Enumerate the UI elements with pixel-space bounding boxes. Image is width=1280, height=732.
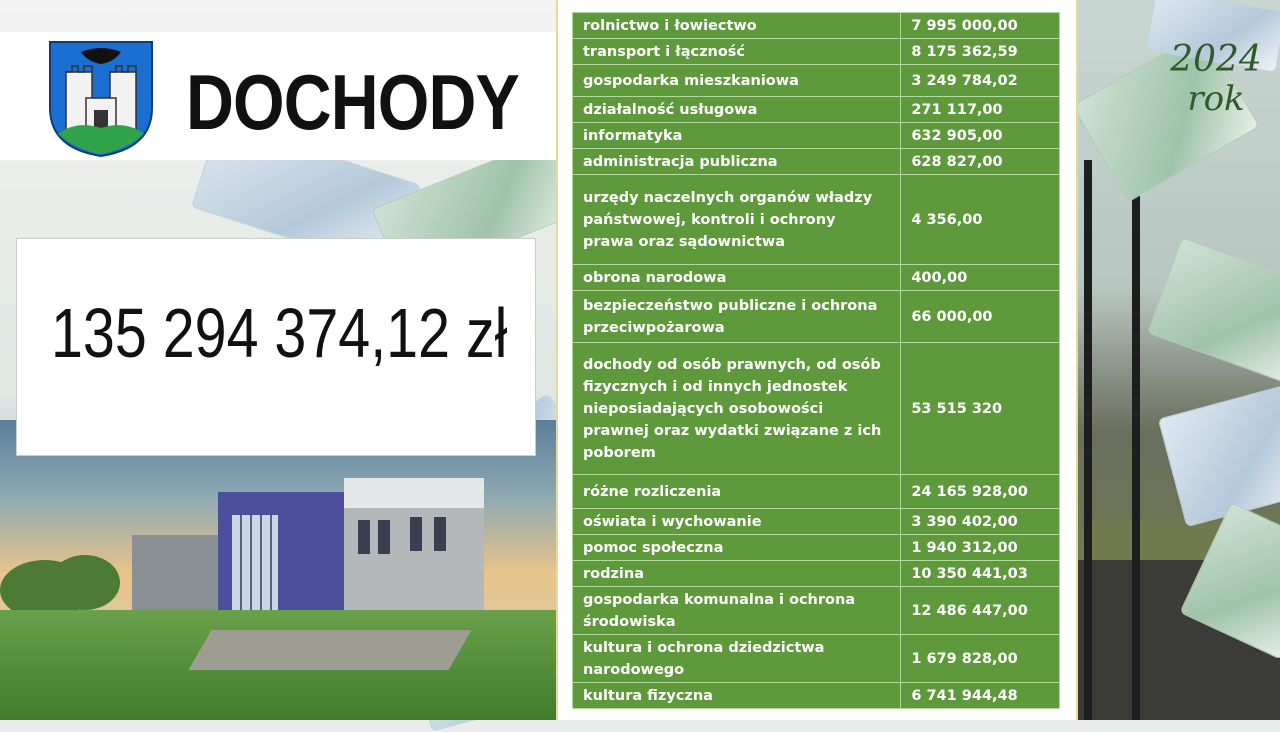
table-row bbox=[573, 65, 1060, 97]
table-row bbox=[573, 13, 1060, 39]
category-label: urzędy naczelnych organów władzy państwowej, kontroli i ochrony prawa oraz sądownictwa bbox=[573, 175, 901, 265]
total-amount: 135 294 374,12 zł bbox=[51, 294, 508, 372]
window-image bbox=[378, 520, 390, 554]
tree-image bbox=[50, 555, 120, 610]
category-label: bezpieczeństwo publiczne i ochrona przeciwpożarowa bbox=[573, 291, 901, 343]
building-wing-image bbox=[132, 535, 232, 615]
walkway-image bbox=[188, 630, 471, 670]
category-label: informatyka bbox=[573, 123, 901, 149]
category-label: kultura i ochrona dziedzictwa narodowego bbox=[573, 635, 901, 683]
amount-value: 1 940 312,00 bbox=[901, 535, 1060, 561]
table-row bbox=[573, 149, 1060, 175]
year-suffix: rok bbox=[1187, 79, 1245, 119]
income-table bbox=[572, 12, 1060, 709]
table-row bbox=[573, 175, 1060, 265]
table-row bbox=[573, 343, 1060, 475]
category-label: rodzina bbox=[573, 561, 901, 587]
table-row bbox=[573, 475, 1060, 509]
category-label: różne rozliczenia bbox=[573, 475, 901, 509]
amount-value: 7 995 000,00 bbox=[901, 13, 1060, 39]
table-row bbox=[573, 123, 1060, 149]
category-label: oświata i wychowanie bbox=[573, 509, 901, 535]
table-row bbox=[573, 561, 1060, 587]
table-row bbox=[573, 509, 1060, 535]
page-title: DOCHODY bbox=[186, 58, 519, 146]
window-image bbox=[410, 517, 422, 551]
amount-value: 8 175 362,59 bbox=[901, 39, 1060, 65]
table-row bbox=[573, 635, 1060, 683]
category-label: transport i łączność bbox=[573, 39, 901, 65]
income-table-panel bbox=[556, 0, 1078, 720]
window-image bbox=[358, 520, 370, 554]
category-label: dochody od osób prawnych, od osób fizycznych i od innych jednostek nieposiadających osobowości prawnej oraz wydatki związane z ich poborem bbox=[573, 343, 901, 475]
amount-value: 3 390 402,00 bbox=[901, 509, 1060, 535]
window-frame bbox=[1132, 160, 1140, 720]
year-number: 2024 bbox=[1170, 39, 1262, 80]
category-label: działalność usługowa bbox=[573, 97, 901, 123]
category-label: gospodarka komunalna i ochrona środowiska bbox=[573, 587, 901, 635]
building-glass-image bbox=[232, 515, 278, 615]
category-label: pomoc społeczna bbox=[573, 535, 901, 561]
category-label: administracja publiczna bbox=[573, 149, 901, 175]
table-row bbox=[573, 535, 1060, 561]
city-coat-of-arms-icon bbox=[46, 38, 156, 158]
category-label: kultura fizyczna bbox=[573, 683, 901, 709]
amount-value: 53 515 320 bbox=[901, 343, 1060, 475]
window-image bbox=[434, 517, 446, 551]
amount-value: 3 249 784,02 bbox=[901, 65, 1060, 97]
amount-value: 12 486 447,00 bbox=[901, 587, 1060, 635]
total-card bbox=[16, 238, 536, 456]
amount-value: 271 117,00 bbox=[901, 97, 1060, 123]
amount-value: 24 165 928,00 bbox=[901, 475, 1060, 509]
category-label: obrona narodowa bbox=[573, 265, 901, 291]
amount-value: 6 741 944,48 bbox=[901, 683, 1060, 709]
amount-value: 4 356,00 bbox=[901, 175, 1060, 265]
amount-value: 628 827,00 bbox=[901, 149, 1060, 175]
table-row bbox=[573, 97, 1060, 123]
amount-value: 1 679 828,00 bbox=[901, 635, 1060, 683]
category-label: gospodarka mieszkaniowa bbox=[573, 65, 901, 97]
table-row bbox=[573, 587, 1060, 635]
amount-value: 10 350 441,03 bbox=[901, 561, 1060, 587]
amount-value: 632 905,00 bbox=[901, 123, 1060, 149]
window-frame bbox=[1084, 160, 1092, 720]
table-row bbox=[573, 291, 1060, 343]
table-row bbox=[573, 683, 1060, 709]
category-label: rolnictwo i łowiectwo bbox=[573, 13, 901, 39]
table-row bbox=[573, 39, 1060, 65]
amount-value: 400,00 bbox=[901, 265, 1060, 291]
table-row bbox=[573, 265, 1060, 291]
amount-value: 66 000,00 bbox=[901, 291, 1060, 343]
building-roof-image bbox=[344, 478, 484, 508]
year-badge bbox=[1168, 40, 1264, 118]
